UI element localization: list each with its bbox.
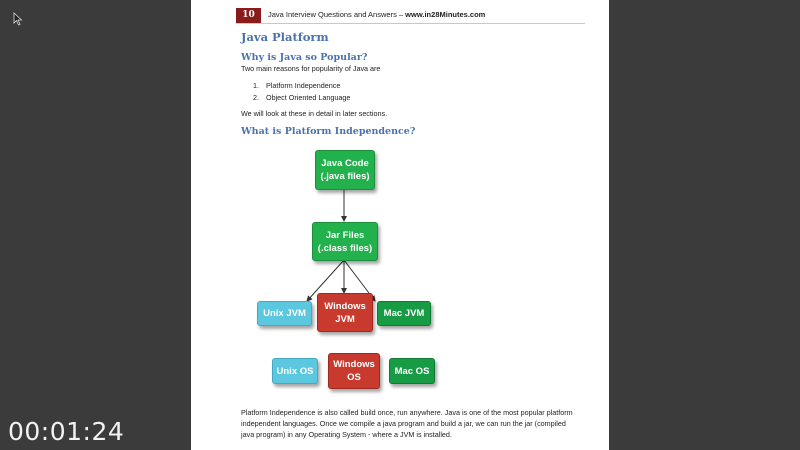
header-book-title: Java Interview Questions and Answers	[268, 10, 397, 19]
platform-paragraph	[241, 407, 573, 440]
list-number: 2.	[253, 93, 259, 102]
windows-os-node	[328, 353, 380, 389]
unix-os-node	[272, 358, 318, 384]
header-dash: –	[396, 10, 406, 19]
node-label: Unix OS	[276, 365, 314, 377]
page-number: 10	[236, 8, 261, 23]
intro-text: Two main reasons for popularity of Java are	[241, 64, 381, 73]
later-sections-text: We will look at these in detail in later sections.	[241, 109, 388, 118]
video-timestamp: 00:01:24	[8, 417, 125, 446]
node-sublabel: JVM	[335, 313, 355, 325]
node-label: Unix JVM	[263, 308, 306, 319]
list-number: 1.	[253, 81, 259, 90]
question-heading-popular: Why is Java so Popular?	[241, 52, 368, 63]
arrow-cursor-icon	[13, 12, 23, 26]
node-label: Mac JVM	[383, 308, 425, 319]
windows-jvm-node	[317, 293, 373, 332]
paragraph-line: java program) in any Operating System - where a JVM is installed.	[241, 430, 452, 439]
paragraph-line: Platform Independence is also called build once, run anywhere. Java is one of the most popular platform	[241, 408, 573, 417]
node-label: Windows	[324, 300, 366, 312]
list-text: Platform Independence	[266, 81, 341, 90]
section-title: Java Platform	[241, 30, 329, 44]
node-sublabel: (.class files)	[317, 242, 373, 254]
question-heading-platform: What is Platform Independence?	[241, 126, 416, 137]
header-site: www.in28Minutes.com	[405, 10, 486, 19]
paragraph-line: independent languages. Once we compile a java program and build a jar, we can run the jar (compiled	[241, 419, 566, 428]
unix-jvm-node	[257, 301, 312, 326]
node-label: Java Code	[321, 158, 369, 169]
node-label: Windows	[333, 359, 375, 370]
mac-os-node	[389, 358, 435, 384]
node-sublabel: OS	[347, 372, 361, 383]
list-text: Object Oriented Language	[266, 93, 351, 102]
mac-jvm-node	[377, 301, 431, 326]
node-label: Mac OS	[394, 365, 430, 377]
document-page	[191, 0, 609, 450]
jar-files-node	[312, 222, 378, 261]
node-sublabel: (.java files)	[320, 171, 370, 182]
node-label: Jar Files	[325, 229, 365, 241]
java-code-node	[315, 150, 375, 190]
